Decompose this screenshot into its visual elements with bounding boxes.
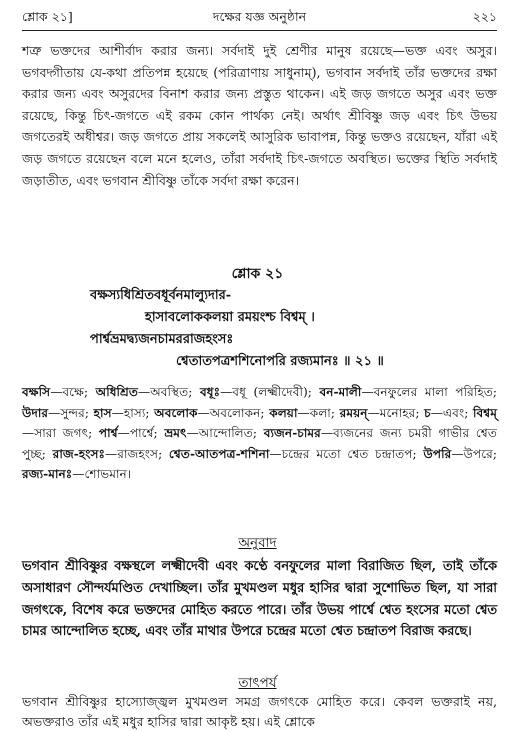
synonym-meaning: —রাজহংস; [105,446,169,461]
synonym-term: বক্ষসি [22,385,51,399]
synonym-meaning: —সুন্দর; [48,405,94,420]
synonym-meaning: —মনোহর; [367,405,425,420]
synonym-term: বিশ্বম্ [473,405,497,420]
synonym-term: উদার [22,405,49,420]
verse-line-1: বক্ষস্যধিশ্রিতবধূর্বনমাল্যুদার- [90,288,232,303]
synonym-term: অধিশ্রিত [95,385,139,399]
running-header [22,8,497,26]
synonym-term: ব্যজন-চামর [263,426,321,441]
synonym-meaning: —আন্দোলিত; [186,426,264,441]
synonym-term: রাজ-হংসঃ [52,446,106,461]
verse-line-3: পার্শ্বভ্রমদ্ব্যজনচামররাজহংসঃ [90,332,234,347]
header-rule [22,30,497,31]
synonym-term: উপরি [423,446,452,461]
purport-text: ভগবান শ্রীবিষ্ণুর হাস্যোজ্জ্বল মুখমণ্ডল সমগ্র জগৎকে মোহিত করে। কেবল ভক্তরাই নয়, অভক্তরাও তাঁর এই মধুর হাসির দ্বারা আকৃষ্ট হয়। এই শ্লোকে [22,694,497,729]
purport-heading: তাৎপর্য [238,675,277,691]
synonym-meaning: —অবলোকন; [197,405,270,420]
translation-text: ভগবান শ্রীবিষ্ণুর বক্ষস্থলে লক্ষ্মীদেবী এবং কণ্ঠে বনফুলের মালা বিরাজিত ছিল, তাই তাঁকে অসাধারণ সৌন্দর্যমণ্ডিত দেখাচ্ছিল। তাঁর মুখমণ্ডল মধুর হাসির দ্বারা সুশোভিত ছিল, যা সারা জগৎকে, বিশেষ করে ভক্তদের মোহিত করতে পারে। তাঁর উভয় পার্শ্বে শ্বেত হংসের মতো শ্বেত চামর আন্দোলিত হচ্ছে, এবং তাঁর মাথার উপরে চন্দ্রের মতো শ্বেত চন্দ্রাতপ বিরাজ করছে। [22,559,497,640]
header-page-number: ২২১ [472,9,497,24]
synonym-meaning: —সারা জগৎ; [22,426,99,441]
header-verse-ref: শ্লোক ২১] [22,9,73,24]
synonym-term: রজ্য-মানঃ [22,467,73,482]
synonym-meaning: —অবস্থিত; [138,385,200,399]
synonym-term: চ [424,405,431,420]
synonyms-paragraph [22,382,497,485]
synonym-term: বধূঃ [199,385,221,399]
verse-line-2: হাসাবলোককলয়া রময়ংশ্চ বিশ্বম্ । [145,310,315,325]
synonym-meaning: —বনফুলের মালা পরিহিত; [361,385,497,399]
synonym-meaning: —এবং; [430,405,473,420]
synonym-meaning: —চন্দ্রের মতো শ্বেত চন্দ্রাতপ; [269,446,424,461]
synonym-meaning: —কলা; [297,405,340,420]
synonym-meaning: —উপরে; [451,446,497,461]
synonym-meaning: —পার্শ্বে; [117,426,165,441]
synonym-term: শ্বেত-আতপত্র-শশিনা [168,446,270,461]
synonym-term: রময়ন্ [339,405,368,420]
synonym-meaning: —ব্যজনের জন্য চমরী গাভীর শ্বেত পুচ্ছ; [22,426,497,461]
synonym-meaning: —বক্ষে; [50,385,96,399]
body-paragraph: শত্রু ভক্তদের আশীর্বাদ করার জন্য। সর্বদাই দুই শ্রেণীর মানুষ রয়েছে—ভক্ত এবং অসুর। ভগবদ্গীতায় যে-কথা প্রতিপন্ন হয়েছে (পরিত্রাণায় সাধুনাম্), ভগবান সর্বদাই তাঁর ভক্তদের রক্ষা করার জন্য এবং অসুরদের বিনাশ করার জন্য প্রস্তুত থাকেন। এই জড় জগতে অসুর এবং ভক্ত রয়েছে, কিন্তু চিৎ-জগতে এই রকম কোন পার্থক্য নেই। অর্থাৎ শ্রীবিষ্ণু জড় এবং চিৎ উভয় জগতেরই অধীশ্বর। জড় জগতে প্রায় সকলেই আসুরিক ভাবাপন্ন, কিন্তু ভক্তও রয়েছেন, যাঁরা এই জড় জগতে রয়েছেন বলে মনে হলেও, তাঁরা সর্বদাই চিৎ-জগতে অবস্থিত। ভক্তের স্থিতি সর্বদাই জড়াতীত, এবং ভগবান শ্রীবিষ্ণু তাঁকে সর্বদা রক্ষা করেন। [22,43,497,188]
synonym-term: অবলোক [154,405,198,420]
header-chapter-title: দক্ষের যজ্ঞ অনুষ্ঠান [212,9,307,24]
synonym-meaning: —বধূ (লক্ষ্মীদেবী); [220,385,320,399]
synonym-term: কলয়া [269,405,298,420]
synonym-term: পার্শ্ব [98,426,118,441]
synonym-meaning: —শোভমান। [72,467,132,482]
synonym-term: বন-মালী [319,385,362,399]
verse-line-4: শ্বেতাতপত্রশশিনোপরি রজ্যমানঃ ॥ ২১ ॥ [176,354,384,369]
synonym-term: হাস [93,405,112,420]
translation-heading: অনুবাদ [238,535,277,551]
synonym-term: ভ্রমৎ [164,426,187,441]
synonym-meaning: —হাস্য; [111,405,155,420]
verse-title: শ্লোক ২১ [231,266,284,282]
